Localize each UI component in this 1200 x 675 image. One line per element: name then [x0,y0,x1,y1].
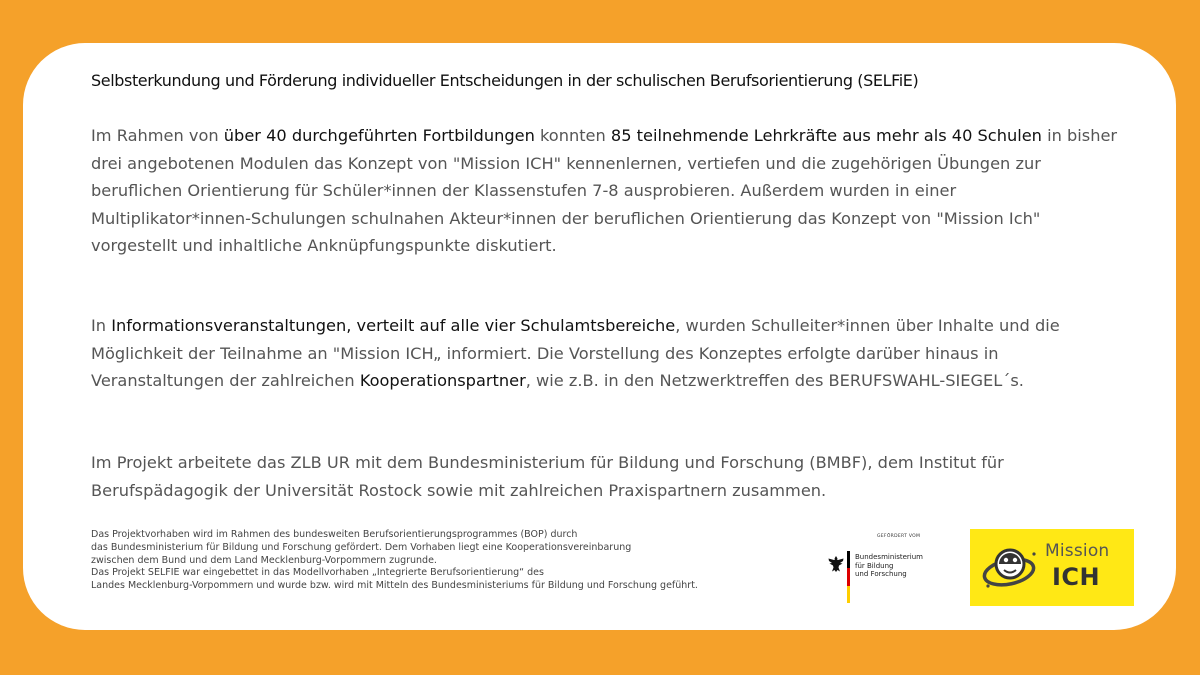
page-title: Selbsterkundung und Förderung individueller Entscheidungen in der schulischen Berufsorientierung (SELFiE) [91,71,919,90]
ich-word: ICH [1052,563,1101,591]
flag-stripe-red [847,568,850,585]
german-flag-stripe [847,551,850,603]
footnote-line: Das Projekt SELFIE war eingebettet in das Modellvorhaben „Integrierte Berufsorientierung“ des [91,567,544,579]
highlight-cooperation-partners: Kooperationspartner [359,371,526,390]
paragraph-trainings [91,122,1121,260]
funding-footnote [91,529,831,593]
footnote-line: Das Projektvorhaben wird im Rahmen des bundesweiten Berufsorientierungsprogrammes (BOP) durch [91,529,578,540]
paragraph-text: Im Rahmen von [91,126,224,145]
mission-ich-logo [970,529,1134,606]
mission-word: Mission [1045,541,1110,561]
footnote-line: das Bundesministerium für Bildung und Forschung gefördert. Dem Vorhaben liegt eine Kooperationsvereinbarung [91,541,632,553]
bmbf-name-line: und Forschung [855,570,907,578]
bmbf-name-line: Bundesministerium [855,553,923,561]
paragraph-text: In [91,316,112,335]
paragraph-text: , wurden Schulleiter*innen über Inhalte und die Möglichkeit der Teilnahme an "Mission ICH„ informiert. Die Vorstellung des Konzeptes erfolgte darüber hinaus in Veranstaltungen der zahlreichen [91,316,1060,390]
highlight-information-events: Informationsveranstaltungen, verteilt auf alle vier Schulamtsbereiche [111,316,676,335]
paragraph-text: , wie z.B. in den Netzwerktreffen des BERUFSWAHL-SIEGEL´s. [525,371,1024,390]
bmbf-name [855,553,923,579]
highlight-teachers-count: 85 teilnehmende Lehrkräfte aus mehr als 40 Schulen [610,126,1042,145]
flag-stripe-gold [847,586,850,603]
flag-stripe-black [847,551,850,568]
footnote-line: Landes Mecklenburg-Vorpommern und wurde bzw. wird mit Mitteln des Bundesministeriums für Bildung und Forschung geführt. [91,580,698,592]
bmbf-name-line: für Bildung [855,561,894,570]
footnote-line: zwischen dem Bund und dem Land Mecklenburg-Vorpommern zugrunde. [91,554,437,566]
astronaut-helmet-icon [982,538,1040,596]
bmbf-caption: GEFÖRDERT VOM [877,534,921,539]
content-card [23,43,1176,630]
paragraph-text: konnten [534,126,611,145]
bmbf-logo [823,529,938,609]
paragraph-text: in bisher drei angebotenen Modulen das Konzept von "Mission ICH" kennenlernen, vertiefen und die zugehörigen Übungen zur beruflichen Orientierung für Schüler*innen der Klassenstufen 7-8 ausprobieren. Außerdem wurden in einer Multiplikator*innen-Schulungen schulnahen Akteur*innen der beruflichen Orientierung das Konzept von "Mission Ich" vorgestellt und inhaltliche Anknüpfungspunkte diskutiert. [91,126,1118,255]
paragraph-project-partners: Im Projekt arbeitete das ZLB UR mit dem Bundesministerium für Bildung und Forschung (BMBF), dem Institut für Berufspädagogik der Universität Rostock sowie mit zahlreichen Praxispartnern zusammen. [91,453,1004,500]
paragraph-information-events [91,312,1121,395]
federal-eagle-icon [827,555,845,573]
highlight-trainings-count: über 40 durchgeführten Fortbildungen [223,126,535,145]
